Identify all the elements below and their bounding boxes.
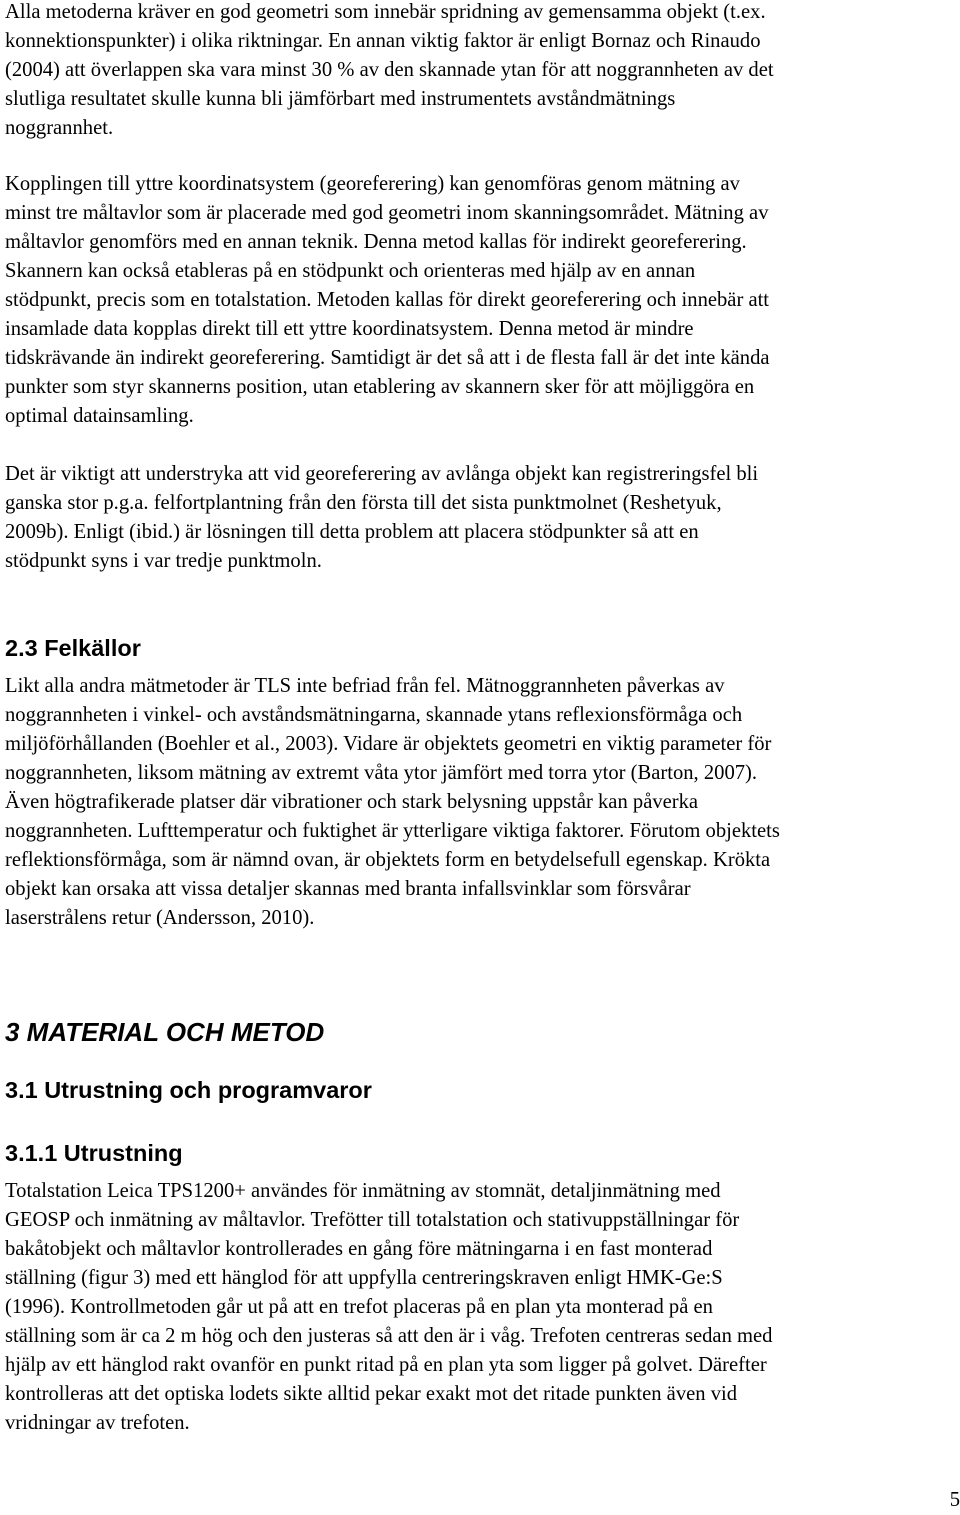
- text-line: kontrolleras att det optiska lodets sikte alltid pekar exakt mot det ritade punkten även vid: [5, 1383, 738, 1405]
- text-line: noggrannheten, liksom mätning av extremt våta ytor jämfört med torra ytor (Barton, 2007).: [5, 762, 758, 784]
- page-number: 5: [949, 1489, 960, 1511]
- text-line: noggrannheten i vinkel- och avståndsmätningarna, skannade ytans reflexionsförmåga och: [5, 704, 743, 726]
- text-line: 2009b). Enligt (ibid.) är lösningen till detta problem att placera stödpunkter så att en: [5, 521, 699, 543]
- text-line: Kopplingen till yttre koordinatsystem (georeferering) kan genomföras genom mätning av: [5, 173, 740, 195]
- text-line: (2004) att överlappen ska vara minst 30 % av den skannade ytan för att noggrannheten av det: [5, 59, 774, 81]
- text-line: ställning (figur 3) med ett hänglod för att uppfylla centreringskraven enligt HMK-Ge:S: [5, 1267, 723, 1289]
- text-line: ganska stor p.g.a. felfortplantning från den första till det sista punktmolnet (Reshetyuk,: [5, 492, 722, 514]
- text-line: miljöförhållanden (Boehler et al., 2003). Vidare är objektets geometri en viktig parameter för: [5, 733, 772, 755]
- text-line: Det är viktigt att understryka att vid georeferering av avlånga objekt kan registreringsfel bli: [5, 463, 759, 485]
- paragraph-equipment: [5, 1177, 772, 1438]
- paragraph-georeferencing: [5, 170, 770, 431]
- text-line: laserstrålens retur (Andersson, 2010).: [5, 907, 315, 929]
- text-line: stödpunkt syns i var tredje punktmoln.: [5, 550, 322, 572]
- text-line: slutliga resultatet skulle kunna bli jämförbart med instrumentets avståndmätnings: [5, 88, 676, 110]
- text-line: stödpunkt, precis som en totalstation. Metoden kallas för direkt georeferering och innebär att: [5, 289, 770, 311]
- section-heading-3-1: [5, 1076, 372, 1105]
- heading-utrustning-och-programvaror: 3.1 Utrustning och programvaror: [5, 1077, 372, 1103]
- section-heading-3-1-1: [5, 1139, 183, 1168]
- text-line: konnektionspunkter) i olika riktningar. En annan viktig faktor är enligt Bornaz och Rinaudo: [5, 30, 761, 52]
- text-line: Även högtrafikerade platser där vibrationer och stark belysning uppstår kan påverka: [5, 791, 699, 813]
- text-line: punkter som styr skannerns position, utan etablering av skannern sker för att möjliggöra en: [5, 376, 755, 398]
- heading-felkallor: 2.3 Felkällor: [5, 635, 141, 661]
- paragraph-error-sources: [5, 672, 780, 933]
- text-line: GEOSP och inmätning av måltavlor. Trefötter till totalstation och stativuppställningar för: [5, 1209, 740, 1231]
- text-line: Likt alla andra mätmetoder är TLS inte befriad från fel. Mätnoggrannheten påverkas av: [5, 675, 725, 697]
- section-heading-3: [5, 1016, 324, 1048]
- text-line: Skannern kan också etableras på en stödpunkt och orienteras med hjälp av en annan: [5, 260, 696, 282]
- text-line: objekt kan orsaka att vissa detaljer skannas med branta infallsvinklar som försvårar: [5, 878, 691, 900]
- text-line: noggrannheten. Lufttemperatur och fuktighet är ytterligare viktiga faktorer. Förutom objektets: [5, 820, 780, 842]
- text-line: hjälp av ett hänglod rakt ovanför en punkt ritad på en plan yta som ligger på golvet. Därefter: [5, 1354, 767, 1376]
- heading-material-och-metod: 3 MATERIAL OCH METOD: [5, 1017, 325, 1047]
- text-line: bakåtobjekt och måltavlor kontrollerades en gång före mätningarna i en fast monterad: [5, 1238, 713, 1260]
- text-line: ställning som är ca 2 m hög och den justeras så att den är i våg. Trefoten centreras sedan med: [5, 1325, 773, 1347]
- heading-utrustning: 3.1.1 Utrustning: [5, 1140, 183, 1166]
- text-line: Totalstation Leica TPS1200+ användes för inmätning av stomnät, detaljinmätning med: [5, 1180, 721, 1202]
- text-line: reflektionsförmåga, som är nämnd ovan, är objektets form en betydelsefull egenskap. Krökta: [5, 849, 771, 871]
- text-line: insamlade data kopplas direkt till ett yttre koordinatsystem. Denna metod är mindre: [5, 318, 694, 340]
- paragraph-registration-error: [5, 460, 758, 576]
- text-line: minst tre måltavlor som är placerade med god geometri inom skanningsområdet. Mätning av: [5, 202, 769, 224]
- section-heading-2-3: [5, 634, 141, 663]
- text-line: måltavlor genomförs med en annan teknik. Denna metod kallas för indirekt georeferering.: [5, 231, 747, 253]
- text-line: Alla metoderna kräver en god geometri som innebär spridning av gemensamma objekt (t.ex.: [5, 1, 766, 23]
- paragraph-geometry: [5, 0, 774, 143]
- text-line: optimal datainsamling.: [5, 405, 194, 427]
- text-line: (1996). Kontrollmetoden går ut på att en trefot placeras på en plan yta monterad på en: [5, 1296, 713, 1318]
- text-line: vridningar av trefoten.: [5, 1412, 190, 1434]
- text-line: tidskrävande än indirekt georeferering. Samtidigt är det så att i de flesta fall är det inte kända: [5, 347, 770, 369]
- text-line: noggrannhet.: [5, 117, 114, 139]
